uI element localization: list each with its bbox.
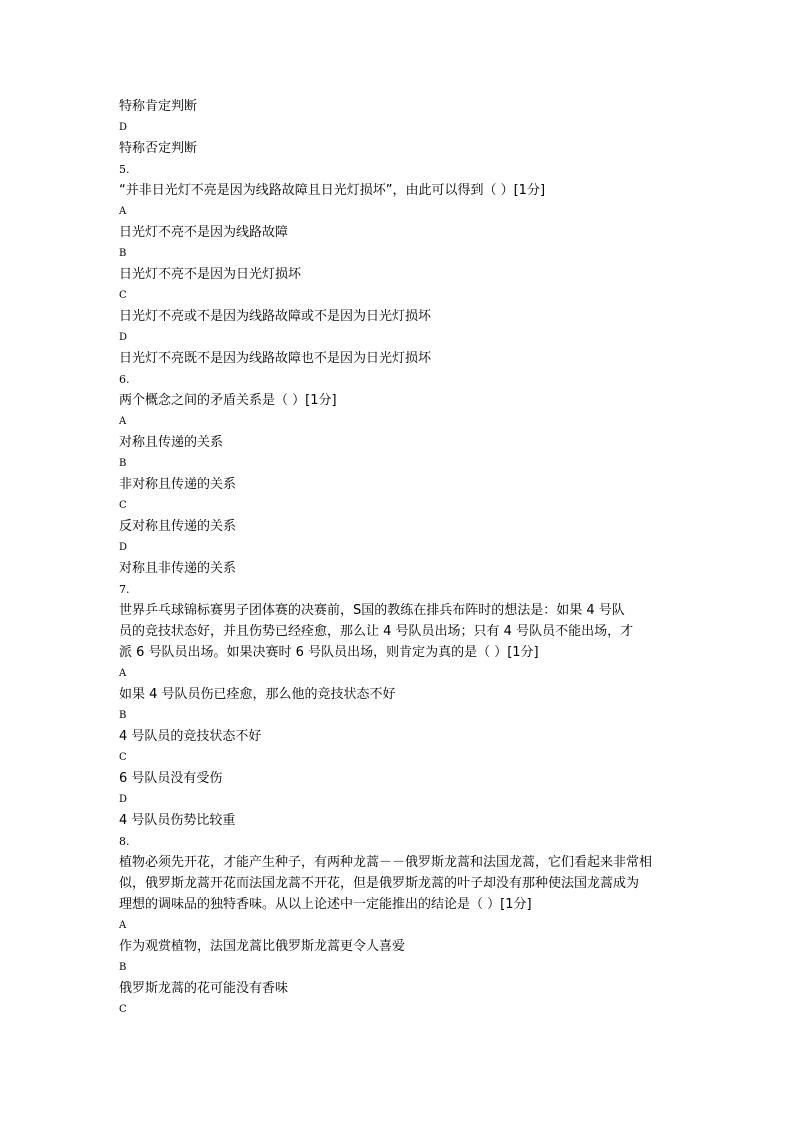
option-text: 日光灯不亮不是因为线路故障 [119,225,289,240]
option-text: 4 号队员伤势比较重 [119,813,236,828]
option-letter: B [119,710,127,721]
question-text: 世界乒乓球锦标赛男子团体赛的决赛前，S国的教练在排兵布阵时的想法是：如果 4 号队 [119,603,625,618]
option-letter: D [119,122,128,133]
option-letter: A [119,668,127,679]
option-letter: C [119,500,127,511]
question-number: 8. [119,835,130,848]
option-text: 如果 4 号队员伤已痊愈，那么他的竞技状态不好 [119,687,396,702]
question-text: 员的竞技状态好，并且伤势已经痊愈，那么让 4 号队员出场；只有 4 号队员不能出场，才 [119,624,634,639]
option-letter: A [119,416,127,427]
option-letter: B [119,962,127,973]
option-text: 日光灯不亮不是因为日光灯损坏 [119,267,302,282]
option-letter: D [119,794,128,805]
option-letter: A [119,206,127,217]
option-letter: B [119,248,127,259]
option-letter: A [119,920,127,931]
option-text: 作为观赏植物，法国龙蒿比俄罗斯龙蒿更令人喜爱 [119,939,406,954]
option-text: 对称且传递的关系 [119,435,224,450]
option-text: 俄罗斯龙蒿的花可能没有香味 [119,981,289,996]
question-number: 6. [119,373,130,386]
question-number: 5. [119,163,130,176]
option-text: 特称否定判断 [119,141,198,156]
question-text: 植物必须先开花，才能产生种子，有两种龙蒿－－俄罗斯龙蒿和法国龙蒿，它们看起来非常相 [119,855,653,870]
option-letter: D [119,542,128,553]
option-text: 日光灯不亮既不是因为线路故障也不是因为日光灯损坏 [119,351,432,366]
option-text: 对称且非传递的关系 [119,561,237,576]
option-text: 6 号队员没有受伤 [119,771,223,786]
question-text: 两个概念之间的矛盾关系是（ ）[1分] [119,393,337,408]
option-text: 非对称且传递的关系 [119,477,237,492]
option-letter: D [119,332,128,343]
option-text: 日光灯不亮或不是因为线路故障或不是因为日光灯损坏 [119,309,432,324]
line-01: 特称肯定判断 [119,99,198,114]
question-text: 派 6 号队员出场。如果决赛时 6 号队员出场，则肯定为真的是（ ）[1分] [119,645,539,660]
question-text: 似，俄罗斯龙蒿开花而法国龙蒿不开花，但是俄罗斯龙蒿的叶子却没有那种使法国龙蒿成为 [119,876,640,891]
question-number: 7. [119,583,130,596]
option-letter: B [119,458,127,469]
option-letter: C [119,290,127,301]
question-text: 理想的调味品的独特香味。从以上论述中一定能推出的结论是（ ）[1分] [119,897,532,912]
question-text: “并非日光灯不亮是因为线路故障且日光灯损坏”，由此可以得到（ ）[1分] [119,183,546,198]
option-text: 4 号队员的竞技状态不好 [119,729,262,744]
option-text: 反对称且传递的关系 [119,519,237,534]
document-page [119,96,679,1020]
option-letter: C [119,1004,127,1015]
option-letter: C [119,752,127,763]
